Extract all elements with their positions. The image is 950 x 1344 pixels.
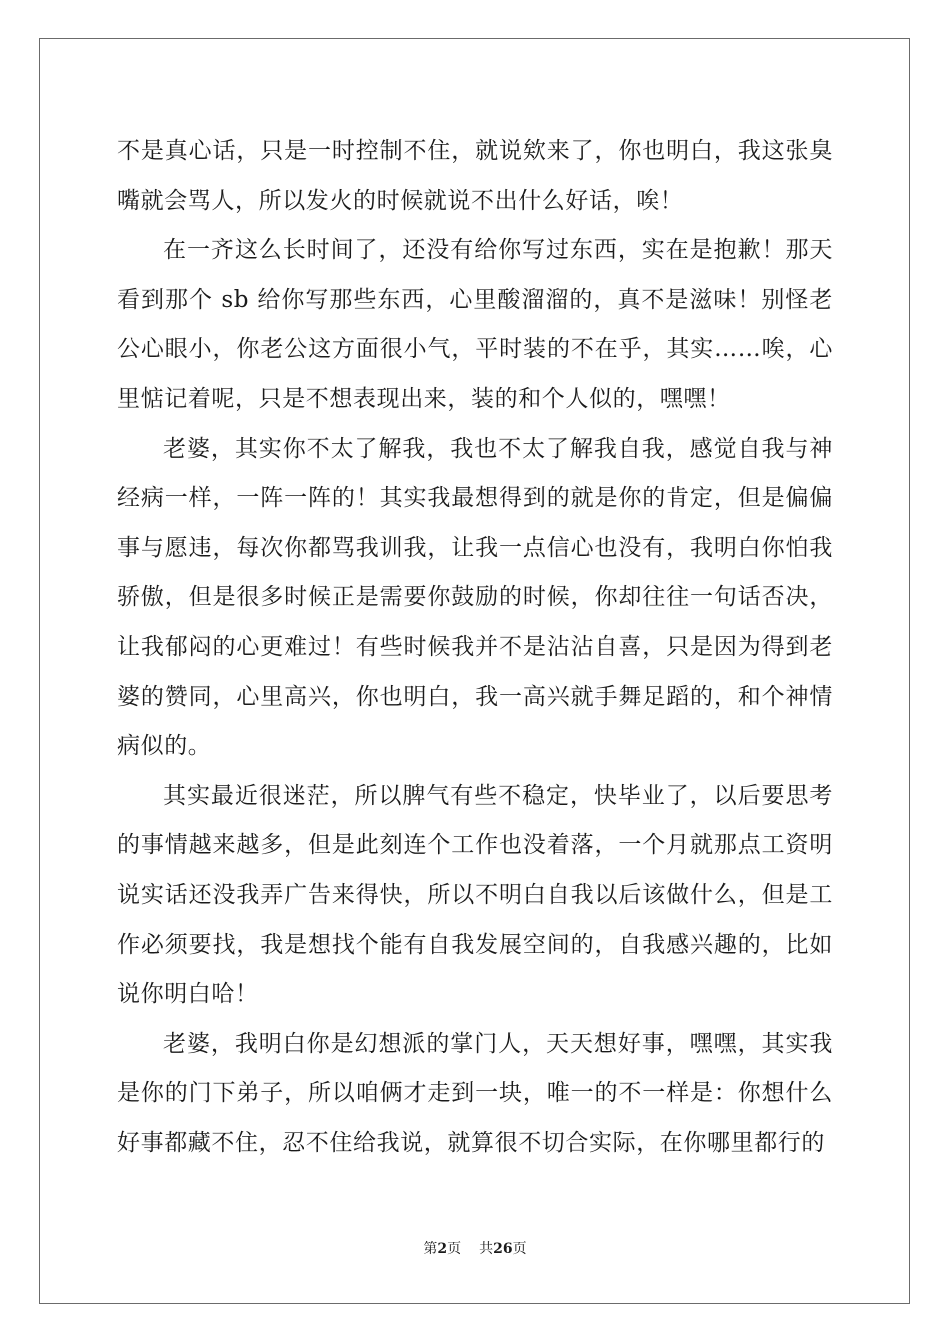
page-number-label	[423, 1241, 461, 1257]
page-total: 26	[493, 1241, 513, 1257]
paragraph-1: 不是真心话，只是一时控制不住，就说欸来了，你也明白，我这张臭嘴就会骂人，所以发火的时候就说不出什么好话，唉！	[117, 138, 833, 214]
paragraph-5: 老婆，我明白你是幻想派的掌门人，天天想好事，嘿嘿，其实我是你的门下弟子，所以咱俩才走到一块，唯一的不一样是：你想什么好事都藏不住，忍不住给我说，就算很不切合实际，在你哪里都行的	[117, 1030, 833, 1156]
page-prefix: 第	[423, 1241, 438, 1257]
total-prefix: 共	[479, 1241, 494, 1257]
page-suffix: 页	[447, 1241, 462, 1257]
document-body	[117, 127, 833, 1168]
paragraph-3: 老婆，其实你不太了解我，我也不太了解我自我，感觉自我与神经病一样，一阵一阵的！其实我最想得到的就是你的肯定，但是偏偏事与愿违，每次你都骂我训我，让我一点信心也没有，我明白你怕我骄傲，但是很多时候正是需要你鼓励的时候，你却往往一句话否决，让我郁闷的心更难过！有些时候我并不是沾沾自喜，只是因为得到老婆的赞同，心里高兴，你也明白，我一高兴就手舞足蹈的，和个神情病似的。	[117, 435, 833, 760]
total-suffix: 页	[512, 1241, 527, 1257]
paragraph-4: 其实最近很迷茫，所以脾气有些不稳定，快毕业了，以后要思考的事情越来越多，但是此刻连个工作也没着落，一个月就那点工资明说实话还没我弄广告来得快，所以不明白自我以后该做什么，但是工作必须要找，我是想找个能有自我发展空间的，自我感兴趣的，比如说你明白哈！	[117, 782, 833, 1008]
page-footer	[0, 1238, 950, 1258]
page-total-label	[479, 1241, 526, 1257]
page-current: 2	[437, 1241, 448, 1257]
paragraph-2: 在一齐这么长时间了，还没有给你写过东西，实在是抱歉！那天看到那个 sb 给你写那些东西，心里酸溜溜的，真不是滋味！别怪老公心眼小，你老公这方面很小气，平时装的不在乎，其实……唉，心里惦记着呢，只是不想表现出来，装的和个人似的，嘿嘿！	[117, 237, 833, 412]
